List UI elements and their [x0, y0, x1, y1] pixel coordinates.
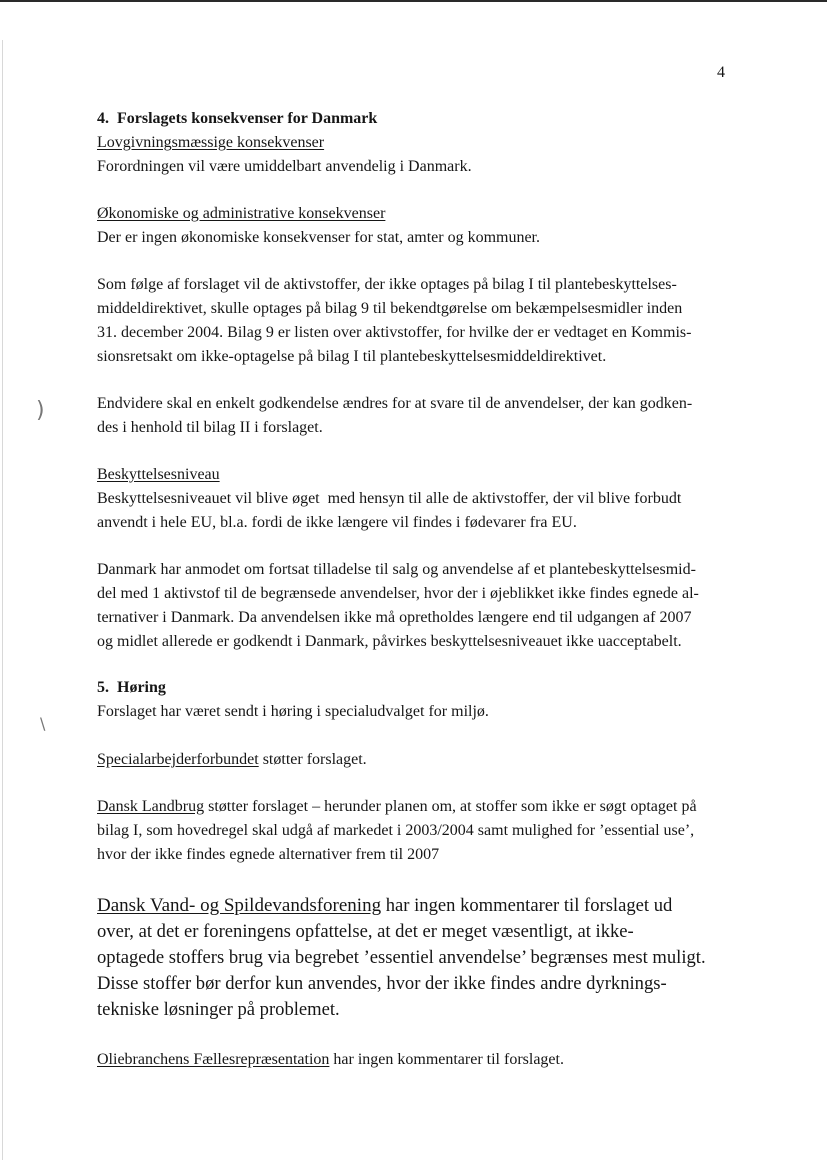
paragraph: Forslaget har været sendt i høring i specialudvalget for miljø. [97, 703, 489, 720]
paragraph-line: og midlet allerede er godkendt i Danmark, påvirkes beskyttelsesniveauet ikke uacceptabelt. [97, 633, 682, 650]
response-text: har ingen kommentarer til forslaget ud [381, 895, 673, 916]
scan-mark: \ [40, 714, 46, 733]
organisation-name: Oliebranchens Fællesrepræsentation [97, 1051, 330, 1068]
subheading-economic: Økonomiske og administrative konsekvenser [97, 205, 386, 222]
paragraph: Forordningen vil være umiddelbart anvendelig i Danmark. [97, 158, 472, 175]
organisation-name: Specialarbejderforbundet [97, 751, 259, 768]
paragraph-line: des i henhold til bilag II i forslaget. [97, 419, 323, 436]
response-text: har ingen kommentarer til forslaget. [329, 1051, 564, 1068]
consultation-response [97, 795, 737, 867]
page-number: 4 [717, 64, 725, 81]
paragraph-line: over, at det er foreningens opfattelse, at det er meget væsentligt, at ikke- [97, 921, 634, 942]
paragraph-line: sionsretsakt om ikke-optagelse på bilag I til plantebeskyttelsesmiddeldirektivet. [97, 348, 607, 365]
paragraph-line: bilag I, som hovedregel skal udgå af markedet i 2003/2004 samt mulighed for ’essential use’, [97, 822, 695, 839]
response-text: støtter forslaget – herunder planen om, at stoffer som ikke er søgt optaget på [204, 798, 697, 815]
scan-left-edge [2, 40, 3, 1160]
paragraph-line: ternativer i Danmark. Da anvendelsen ikke må opretholdes længere end til udgangen af 2007 [97, 609, 692, 626]
paragraph-line: optagede stoffers brug via begrebet ’essentiel anvendelse’ begrænses mest muligt. [97, 947, 706, 968]
paragraph-line: Disse stoffer bør derfor kun anvendes, hvor der ikke findes andre dyrknings- [97, 973, 667, 994]
paragraph-line: anvendt i hele EU, bl.a. fordi de ikke længere vil findes i fødevarer fra EU. [97, 514, 577, 531]
paragraph-line: Danmark har anmodet om fortsat tilladelse til salg og anvendelse af et plantebeskyttelsesmid- [97, 561, 696, 578]
paragraph-line: del med 1 aktivstof til de begrænsede anvendelser, hvor der i øjeblikket ikke findes egnede al- [97, 585, 699, 602]
paragraph-line [97, 893, 737, 919]
subheading-protection: Beskyttelsesniveau [97, 466, 220, 483]
paragraph-line: hvor der ikke findes egnede alternativer frem til 2007 [97, 846, 440, 863]
paragraph-line: 31. december 2004. Bilag 9 er listen over aktivstoffer, for hvilke der er vedtaget en Kommis- [97, 324, 692, 341]
paragraph [97, 273, 737, 369]
paragraph [97, 558, 737, 654]
organisation-name: Dansk Vand- og Spildevandsforening [97, 895, 382, 916]
paragraph-line: middeldirektivet, skulle optages på bilag 9 til bekendtgørelse om bekæmpelsesmidler inden [97, 300, 683, 317]
paragraph-line: Som følge af forslaget vil de aktivstoffer, der ikke optages på bilag I til plantebeskyttelses- [97, 276, 677, 293]
paragraph [97, 487, 737, 535]
paragraph-line: Beskyttelsesniveauet vil blive øget med hensyn til alle de aktivstoffer, der vil blive forbudt [97, 490, 682, 507]
consultation-response [97, 748, 737, 772]
document-body [97, 107, 737, 1072]
consultation-response [97, 893, 737, 1023]
paragraph-line: tekniske løsninger på problemet. [97, 999, 340, 1020]
response-text: støtter forslaget. [258, 751, 367, 768]
paragraph [97, 392, 737, 440]
section-heading: 4. Forslagets konsekvenser for Danmark [97, 110, 378, 127]
scan-mark: ) [36, 398, 45, 423]
top-border [0, 0, 827, 2]
paragraph-line [97, 795, 737, 819]
consultation-response [97, 1048, 737, 1072]
section-heading: 5. Høring [97, 679, 166, 696]
subheading-legal: Lovgivningsmæssige konsekvenser [97, 134, 325, 151]
organisation-name: Dansk Landbrug [97, 798, 205, 815]
paragraph-line: Endvidere skal en enkelt godkendelse ændres for at svare til de anvendelser, der kan godken- [97, 395, 693, 412]
paragraph: Der er ingen økonomiske konsekvenser for stat, amter og kommuner. [97, 229, 540, 246]
